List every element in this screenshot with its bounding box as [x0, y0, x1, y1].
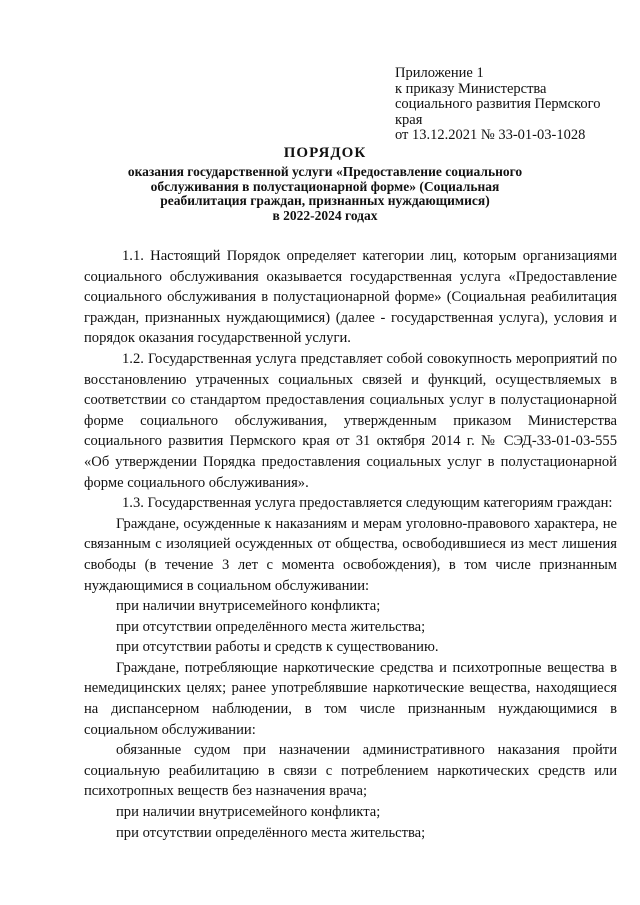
appendix-block [395, 66, 630, 144]
paragraph-1-3: 1.3. Государственная услуга предоставляется следующим категориям граждан: [122, 495, 613, 512]
condition-item: обязанные судом при назначении административного наказания пройти социальную реабилитацию в связи с потреблением наркотических средств или психотропных веществ без назначения врача; [84, 742, 617, 800]
category-paragraph: Граждане, осужденные к наказаниям и мерам уголовно-правового характера, не связанным с изоляцией осужденных от общества, освободившиеся из мест лишения свободы (в течение 3 лет с момента освобождения), в том числе признанным нуждающимися в социальном обслуживании: [84, 515, 617, 594]
condition-item: при отсутствии определённого места жительства; [116, 824, 426, 841]
appendix-line: социального развития Пермского [395, 96, 601, 112]
appendix-line: края [395, 111, 423, 128]
appendix-line: к приказу Министерства [395, 80, 547, 97]
subtitle-line: обслуживания в полустационарной форме» (Социальная [150, 178, 500, 194]
subtitle-line: оказания государственной услуги «Предоставление социального [127, 164, 523, 179]
subtitle-line: в 2022-2024 годах [272, 207, 378, 223]
appendix-line: Приложение 1 [395, 65, 484, 81]
category-paragraph: Граждане, потребляющие наркотические средства и психотропные вещества в немедицинских целях; ранее употреблявшие наркотические вещества, находящиеся на диспансерном наблюдении, в том числе признанным нуждающимися в социальном обслуживании: [84, 659, 617, 738]
appendix-order-number: от 13.12.2021 № 33-01-03-1028 [395, 127, 586, 143]
document-title: ПОРЯДОК [283, 145, 367, 161]
document-subtitle [80, 165, 570, 223]
paragraph-1-2: 1.2. Государственная услуга представляет собой совокупность мероприятий по восстановлению утраченных социальных связей и функций, осуществляемых в соответствии со стандартом предоставления социальных услуг в полустационарной форме социального обслуживания, утвержденным приказом Министерства социального развития Пермского края от 31 октября 2014 г. № СЭД-33-01-03-555 «Об утверждении Порядка предоставления социальных услуг в полустационарной форме социального обслуживания». [84, 350, 617, 491]
document-body [84, 246, 617, 843]
condition-item: при отсутствии определённого места жительства; [116, 618, 426, 635]
paragraph-1-1: 1.1. Настоящий Порядок определяет категории лиц, которым организациями социального обслуживания оказывается государственная услуга «Предоставление социального обслуживания в полустационарной форме» (Социальная реабилитация граждан, признанных нуждающимися) (далее - государственная услуга), условия и порядок оказания государственной услуги. [84, 248, 617, 347]
condition-item: при наличии внутрисемейного конфликта; [116, 598, 381, 615]
condition-item: при наличии внутрисемейного конфликта; [116, 804, 381, 821]
condition-item: при отсутствии работы и средств к существованию. [116, 639, 439, 656]
subtitle-line: реабилитация граждан, признанных нуждающимися) [160, 193, 490, 208]
